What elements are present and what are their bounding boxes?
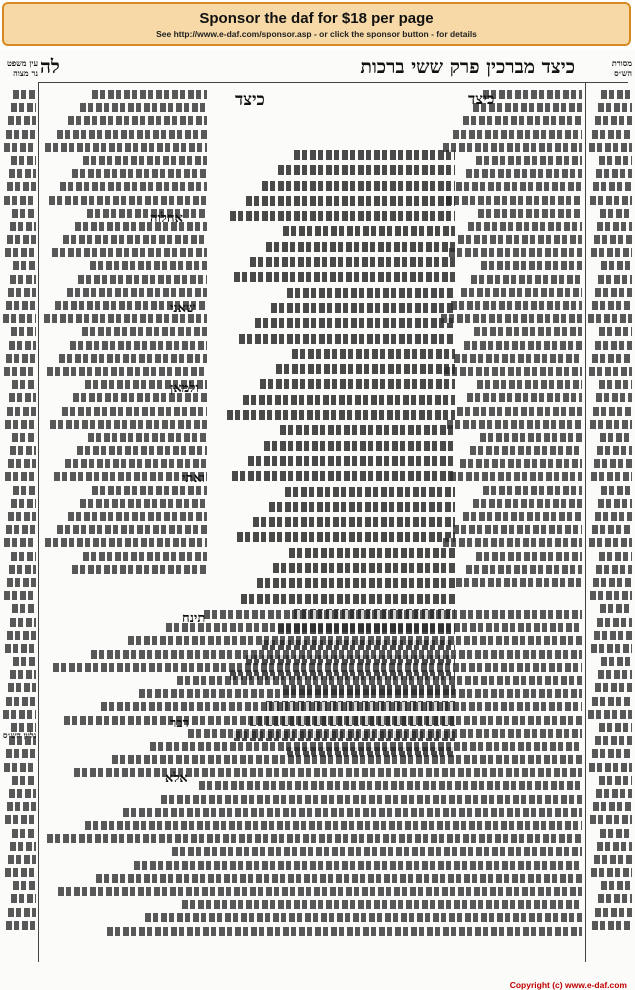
text-line xyxy=(11,552,36,561)
text-line xyxy=(243,395,455,405)
text-line xyxy=(101,702,582,711)
text-line xyxy=(443,538,582,547)
text-line xyxy=(57,130,207,139)
text-line xyxy=(92,90,208,99)
text-line xyxy=(592,301,632,310)
text-line xyxy=(8,683,36,692)
text-line xyxy=(6,749,36,758)
text-line xyxy=(595,736,632,745)
text-line xyxy=(83,552,207,561)
text-line xyxy=(47,367,207,376)
header-rule xyxy=(38,82,628,83)
text-line xyxy=(232,471,455,481)
text-line xyxy=(463,512,582,521)
sponsor-title[interactable]: Sponsor the daf for $18 per page xyxy=(199,10,434,27)
text-line xyxy=(237,532,456,542)
text-line xyxy=(280,425,455,435)
text-line xyxy=(6,130,36,139)
text-line xyxy=(598,103,632,112)
text-line xyxy=(91,650,582,659)
text-line xyxy=(248,456,455,466)
text-line xyxy=(483,90,582,99)
text-line xyxy=(598,670,632,679)
text-line xyxy=(12,380,36,389)
text-line xyxy=(107,927,582,936)
text-line xyxy=(11,894,36,903)
text-line xyxy=(80,499,207,508)
text-line xyxy=(77,446,207,455)
text-line xyxy=(451,301,582,310)
text-line xyxy=(456,578,582,587)
text-line xyxy=(477,380,582,389)
text-line xyxy=(82,327,207,336)
text-line xyxy=(276,364,455,374)
rashi-column xyxy=(440,90,582,600)
text-line xyxy=(595,512,632,521)
text-line xyxy=(72,169,207,178)
text-line xyxy=(6,525,36,534)
main-opening-word: כיצד xyxy=(468,90,495,108)
text-line xyxy=(453,525,582,534)
text-line xyxy=(456,182,582,191)
text-line xyxy=(474,327,582,336)
text-line xyxy=(57,525,207,534)
text-line xyxy=(63,235,207,244)
text-line xyxy=(599,380,632,389)
text-line xyxy=(239,334,455,344)
text-line xyxy=(59,354,208,363)
text-line xyxy=(234,272,455,282)
text-line xyxy=(11,156,36,165)
text-line xyxy=(68,116,207,125)
text-line xyxy=(600,604,632,613)
text-line xyxy=(592,354,632,363)
gemara-opening-word: כיצד xyxy=(235,90,265,110)
ein-mishpat-column xyxy=(3,90,36,950)
text-line xyxy=(592,130,632,139)
text-line xyxy=(473,499,582,508)
text-line xyxy=(594,459,632,468)
text-line xyxy=(444,367,582,376)
text-line xyxy=(596,393,632,402)
text-line xyxy=(188,729,582,738)
text-line xyxy=(12,776,36,785)
text-line xyxy=(52,248,207,257)
text-line xyxy=(453,130,582,139)
text-line xyxy=(5,472,36,481)
text-line xyxy=(449,248,582,257)
text-line xyxy=(262,181,455,191)
text-line xyxy=(8,288,36,297)
text-line xyxy=(78,275,207,284)
text-line xyxy=(467,393,582,402)
text-line xyxy=(134,861,582,870)
text-line xyxy=(266,242,455,252)
text-line xyxy=(271,303,455,313)
text-line xyxy=(4,538,36,547)
text-line xyxy=(87,209,207,218)
text-line xyxy=(150,742,582,751)
text-line xyxy=(476,156,583,165)
text-line xyxy=(49,196,207,205)
text-line xyxy=(6,354,36,363)
text-line xyxy=(70,341,207,350)
text-line xyxy=(13,881,36,890)
text-line xyxy=(591,644,632,653)
text-line xyxy=(5,420,36,429)
side-word-4: ואתי xyxy=(182,471,206,486)
text-line xyxy=(92,486,208,495)
text-line xyxy=(11,103,36,112)
text-line xyxy=(4,196,36,205)
side-word-5: תינח xyxy=(182,611,206,626)
text-line xyxy=(599,552,632,561)
text-line xyxy=(112,755,582,764)
text-line xyxy=(72,565,207,574)
side-word-6: דבר xyxy=(170,716,189,731)
text-line xyxy=(601,486,632,495)
text-line xyxy=(599,723,632,732)
text-line xyxy=(601,881,632,890)
text-line xyxy=(182,900,582,909)
text-line xyxy=(255,318,455,328)
text-line xyxy=(4,763,36,772)
text-line xyxy=(591,868,632,877)
text-line xyxy=(269,502,455,512)
text-line xyxy=(287,288,455,298)
text-line xyxy=(10,275,36,284)
text-line xyxy=(257,578,455,588)
text-line xyxy=(590,420,632,429)
tosafot-column xyxy=(42,90,207,590)
text-line xyxy=(128,636,582,645)
text-line xyxy=(4,367,36,376)
text-line xyxy=(593,407,632,416)
text-line xyxy=(83,156,207,165)
text-line xyxy=(601,657,632,666)
right-margin-rule xyxy=(585,82,586,962)
left-margin-rule xyxy=(38,82,39,962)
side-word-3: ולמאן xyxy=(170,381,199,396)
text-line xyxy=(589,763,632,772)
text-line xyxy=(292,349,455,359)
text-line xyxy=(597,842,632,851)
folio-number: לה xyxy=(40,56,60,78)
text-line xyxy=(13,90,36,99)
side-word-1: אחלוה xyxy=(150,211,183,226)
text-line xyxy=(598,499,632,508)
text-line xyxy=(599,776,632,785)
text-line xyxy=(590,815,632,824)
text-line xyxy=(285,487,455,497)
text-line xyxy=(241,594,455,604)
text-line xyxy=(246,196,455,206)
text-line xyxy=(483,486,582,495)
text-line xyxy=(594,235,632,244)
text-line xyxy=(139,689,582,698)
text-line xyxy=(591,472,632,481)
side-word-7: אלא xyxy=(165,771,188,786)
text-line xyxy=(6,697,36,706)
text-line xyxy=(457,407,582,416)
text-line xyxy=(601,90,632,99)
text-line xyxy=(458,235,582,244)
text-line xyxy=(598,275,632,284)
text-line xyxy=(596,789,632,798)
text-line xyxy=(9,565,36,574)
text-line xyxy=(600,829,632,838)
text-line xyxy=(88,433,207,442)
text-line xyxy=(7,631,36,640)
text-line xyxy=(13,657,36,666)
sponsor-banner[interactable] xyxy=(2,2,631,46)
text-line xyxy=(172,847,582,856)
text-line xyxy=(45,143,207,152)
text-line xyxy=(47,834,582,843)
text-line xyxy=(471,275,582,284)
text-line xyxy=(12,829,36,838)
text-line xyxy=(283,226,456,236)
text-line xyxy=(454,354,582,363)
text-line xyxy=(592,749,632,758)
text-line xyxy=(599,156,632,165)
text-line xyxy=(68,512,207,521)
text-line xyxy=(7,235,36,244)
text-line xyxy=(588,710,632,719)
text-line xyxy=(5,644,36,653)
text-line xyxy=(7,182,36,191)
text-line xyxy=(593,182,632,191)
text-line xyxy=(590,591,632,600)
text-line xyxy=(5,868,36,877)
text-line xyxy=(12,209,36,218)
text-line xyxy=(592,697,632,706)
text-line xyxy=(10,446,36,455)
text-line xyxy=(6,921,36,930)
text-line xyxy=(470,446,582,455)
text-line xyxy=(5,248,36,257)
text-line xyxy=(8,908,36,917)
text-line xyxy=(443,143,582,152)
text-line xyxy=(466,169,582,178)
text-line xyxy=(145,913,582,922)
ein-mishpat-label: עין משפט נר מצוה xyxy=(6,58,38,78)
text-line xyxy=(6,301,36,310)
talmud-page xyxy=(0,50,635,990)
text-line xyxy=(294,150,455,160)
text-line xyxy=(589,367,632,376)
text-line xyxy=(67,288,207,297)
text-line xyxy=(10,618,36,627)
text-line xyxy=(7,802,36,811)
text-line xyxy=(589,538,632,547)
copyright-notice[interactable]: Copyright (c) www.e-daf.com xyxy=(509,980,627,990)
text-line xyxy=(10,842,36,851)
text-line xyxy=(4,143,36,152)
text-line xyxy=(597,446,632,455)
text-line xyxy=(8,512,36,521)
text-line xyxy=(13,486,36,495)
text-line xyxy=(446,196,582,205)
text-line xyxy=(588,314,632,323)
text-line xyxy=(595,288,632,297)
text-line xyxy=(12,433,36,442)
text-line xyxy=(62,407,207,416)
text-line xyxy=(199,781,582,790)
text-line xyxy=(7,407,36,416)
lower-commentary xyxy=(42,610,582,950)
text-line xyxy=(260,379,456,389)
text-line xyxy=(230,211,455,221)
text-line xyxy=(273,563,455,573)
text-line xyxy=(599,327,632,336)
text-line xyxy=(463,116,582,125)
text-line xyxy=(65,459,207,468)
text-line xyxy=(478,209,582,218)
text-line xyxy=(9,169,36,178)
text-line xyxy=(595,683,632,692)
text-line xyxy=(450,472,582,481)
text-line xyxy=(461,288,582,297)
text-line xyxy=(264,441,455,451)
text-line xyxy=(594,631,632,640)
text-line xyxy=(10,670,36,679)
text-line xyxy=(253,517,455,527)
side-word-2: שאני xyxy=(170,301,196,316)
masoret-hashas-label: מסורת הש״ס xyxy=(611,58,632,78)
text-line xyxy=(595,341,632,350)
text-line xyxy=(12,604,36,613)
text-line xyxy=(447,420,582,429)
text-line xyxy=(600,209,632,218)
text-line xyxy=(468,222,582,231)
text-line xyxy=(595,116,632,125)
text-line xyxy=(8,116,36,125)
text-line xyxy=(250,257,455,267)
text-line xyxy=(460,459,582,468)
sponsor-subtitle[interactable]: See http://www.e-daf.com/sponsor.asp - or click the sponsor button - for details xyxy=(156,29,477,39)
chapter-header: כיצד מברכין פרק ששי ברכות xyxy=(360,56,575,78)
text-line xyxy=(58,887,582,896)
text-line xyxy=(204,610,582,619)
text-line xyxy=(466,565,582,574)
text-line xyxy=(161,795,582,804)
text-line xyxy=(592,525,632,534)
text-line xyxy=(595,908,632,917)
text-line xyxy=(590,196,632,205)
text-line xyxy=(13,261,36,270)
text-line xyxy=(7,578,36,587)
text-line xyxy=(9,789,36,798)
text-line xyxy=(481,261,582,270)
text-line xyxy=(600,433,632,442)
text-line xyxy=(5,815,36,824)
text-line xyxy=(45,538,207,547)
text-line xyxy=(10,222,36,231)
text-line xyxy=(598,894,632,903)
text-line xyxy=(85,821,582,830)
text-line xyxy=(594,855,632,864)
text-line xyxy=(597,222,632,231)
text-line xyxy=(123,808,582,817)
text-line xyxy=(593,802,632,811)
text-line xyxy=(60,182,207,191)
text-line xyxy=(593,578,632,587)
text-line xyxy=(601,261,632,270)
text-line xyxy=(3,314,36,323)
text-line xyxy=(476,552,583,561)
text-line xyxy=(227,410,455,420)
text-line xyxy=(589,143,632,152)
text-line xyxy=(90,261,207,270)
text-line xyxy=(64,716,582,725)
text-line xyxy=(11,499,36,508)
text-line xyxy=(75,222,207,231)
text-line xyxy=(74,768,582,777)
text-line xyxy=(96,874,582,883)
text-line xyxy=(592,921,632,930)
text-line xyxy=(464,341,582,350)
text-line xyxy=(4,591,36,600)
text-line xyxy=(8,855,36,864)
text-line xyxy=(480,433,582,442)
text-line xyxy=(591,248,632,257)
text-line xyxy=(11,327,36,336)
text-line xyxy=(80,103,207,112)
text-line xyxy=(177,676,582,685)
text-line xyxy=(596,565,632,574)
text-line xyxy=(3,710,36,719)
text-line xyxy=(8,459,36,468)
text-line xyxy=(596,169,632,178)
text-line xyxy=(9,393,36,402)
text-line xyxy=(9,341,36,350)
gilyon-hashas-label: גליון הש״ס xyxy=(3,730,37,740)
text-line xyxy=(289,548,455,558)
text-line xyxy=(441,314,582,323)
text-line xyxy=(53,663,582,672)
masoret-hashas-column xyxy=(588,90,632,950)
text-line xyxy=(50,420,207,429)
text-line xyxy=(597,618,632,627)
text-line xyxy=(166,623,582,632)
text-line xyxy=(278,165,455,175)
